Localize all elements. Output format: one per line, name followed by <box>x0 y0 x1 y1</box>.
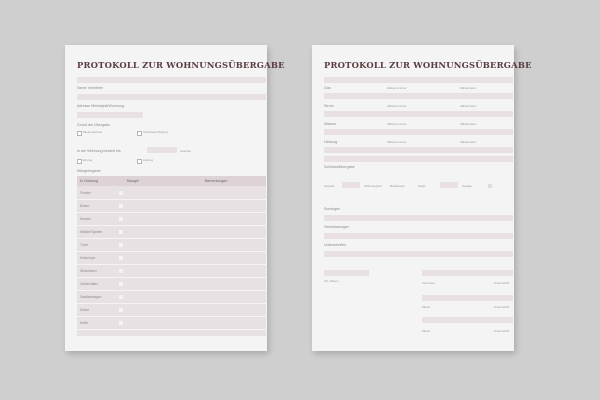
meter-number-label: Zählernummer <box>387 104 407 108</box>
row-checkbox[interactable] <box>119 269 123 273</box>
row-label: Sanitäranlagen <box>80 295 102 299</box>
key-type-label: Haustür <box>324 184 335 188</box>
checkbox-label: Mieterwechsel <box>83 130 103 134</box>
field-label: In der Wohnung bezahlt bis <box>77 149 121 153</box>
signature-caption: Unterschrift <box>494 281 510 285</box>
table-row <box>77 252 266 265</box>
key-type-label: Briefkasten <box>390 184 406 188</box>
checkbox-label: Vorabbesichtigung <box>143 130 168 134</box>
row-label: Steckdosen <box>80 269 97 273</box>
notes-input[interactable] <box>324 251 513 257</box>
place-date-input[interactable] <box>324 270 369 276</box>
notes-label: Unterschriften <box>324 243 347 247</box>
meter-label: Gas <box>324 86 331 90</box>
field-label: Adresse Mietobjekt/Wohnung <box>77 104 124 108</box>
field-input[interactable] <box>77 112 143 118</box>
row-label: Wände/Tapeten <box>80 230 103 234</box>
meter-reading-label: Zählerstand <box>460 104 476 108</box>
row-label: Küche <box>80 308 90 312</box>
signature-caption: Unterschrift <box>494 305 510 309</box>
row-checkbox[interactable] <box>119 204 123 208</box>
table-row <box>77 317 266 330</box>
row-checkbox[interactable] <box>119 295 123 299</box>
checkbox[interactable] <box>137 159 142 164</box>
notes-input[interactable] <box>324 233 513 239</box>
defect-table <box>77 176 266 336</box>
meter-reading-label: Zählerstand <box>460 122 476 126</box>
field-label: Grund der Übergabe <box>77 123 110 127</box>
signature-input[interactable] <box>422 317 513 323</box>
key-count-input[interactable] <box>342 182 360 188</box>
table-row <box>77 200 266 213</box>
table-header-cell: In Ordnung <box>80 179 98 183</box>
table-row <box>77 291 266 304</box>
field-input[interactable] <box>77 94 266 100</box>
row-checkbox[interactable] <box>119 191 123 195</box>
signature-input[interactable] <box>422 295 513 301</box>
row-checkbox[interactable] <box>119 243 123 247</box>
meter-input[interactable] <box>324 111 513 117</box>
row-checkbox[interactable] <box>119 230 123 234</box>
row-label: Türen <box>80 243 89 247</box>
place-date-label: Ort, Datum <box>324 279 339 283</box>
row-label: Lichtschalter <box>80 282 98 286</box>
row-label: Böden <box>80 204 90 208</box>
section-label: Mängelregister <box>77 169 101 173</box>
field-label: Name Vermieter <box>77 86 103 90</box>
row-label: Fenster <box>80 191 91 195</box>
table-row <box>77 239 266 252</box>
key-type-label: Wohnungstür <box>364 184 382 188</box>
checkbox[interactable] <box>77 159 82 164</box>
table-header-cell: Bemerkungen <box>205 179 228 183</box>
title-underline-bar <box>77 77 266 83</box>
row-checkbox[interactable] <box>119 256 123 260</box>
form-page-left <box>65 45 285 351</box>
meter-number-label: Zählernummer <box>387 122 407 126</box>
signature-role-label: Vermieter <box>422 281 435 285</box>
key-count-input[interactable] <box>440 182 458 188</box>
checkbox[interactable] <box>137 131 142 136</box>
row-label: Decken <box>80 217 91 221</box>
meter-input[interactable] <box>324 93 513 99</box>
field-label-suffix: Stunden <box>180 149 192 153</box>
signature-caption: Unterschrift <box>494 329 510 333</box>
meter-number-label: Zählernummer <box>387 86 407 90</box>
row-checkbox[interactable] <box>119 321 123 325</box>
title-underline-bar <box>324 77 513 83</box>
table-row <box>77 304 266 317</box>
notes-input[interactable] <box>324 215 513 221</box>
meter-reading-label: Zählerstand <box>460 140 476 144</box>
notes-label: Sonstiges <box>324 207 340 211</box>
table-row <box>77 187 266 200</box>
row-checkbox[interactable] <box>119 282 123 286</box>
table-row <box>77 226 266 239</box>
table-row <box>77 278 266 291</box>
keys-label: Schlüsselübergabe <box>324 165 355 169</box>
meter-label: Wasser <box>324 122 337 126</box>
row-checkbox[interactable] <box>119 217 123 221</box>
page-title: PROTOKOLL ZUR WOHNUNGSÜBERGABE <box>324 60 532 70</box>
key-type-label: Keller <box>418 184 426 188</box>
page-title: PROTOKOLL ZUR WOHNUNGSÜBERGABE <box>77 60 285 70</box>
row-label: Heizkörper <box>80 256 96 260</box>
form-page-right <box>312 45 532 351</box>
row-checkbox[interactable] <box>119 308 123 312</box>
meter-input[interactable] <box>324 156 513 162</box>
signature-input[interactable] <box>422 270 513 276</box>
meter-input[interactable] <box>324 147 513 153</box>
meter-label: Strom <box>324 104 334 108</box>
field-input[interactable] <box>147 147 177 153</box>
meter-reading-label: Zählerstand <box>460 86 476 90</box>
checkbox[interactable] <box>77 131 82 136</box>
table-header <box>77 176 266 186</box>
signature-role-label: Mieter <box>422 329 431 333</box>
meter-number-label: Zählernummer <box>387 140 407 144</box>
notes-label: Vereinbarungen <box>324 225 350 229</box>
signature-role-label: Mieter <box>422 305 431 309</box>
table-header-cell: Mangel <box>127 179 139 183</box>
key-type-label: Garage <box>462 184 473 188</box>
table-row <box>77 213 266 226</box>
table-row <box>77 265 266 278</box>
key-count-input[interactable] <box>488 184 492 188</box>
meter-input[interactable] <box>324 129 513 135</box>
checkbox-label: Einzug <box>83 158 93 162</box>
row-label: Keller <box>80 321 89 325</box>
checkbox-label: Auszug <box>143 158 154 162</box>
meter-label: Heizung <box>324 140 338 144</box>
